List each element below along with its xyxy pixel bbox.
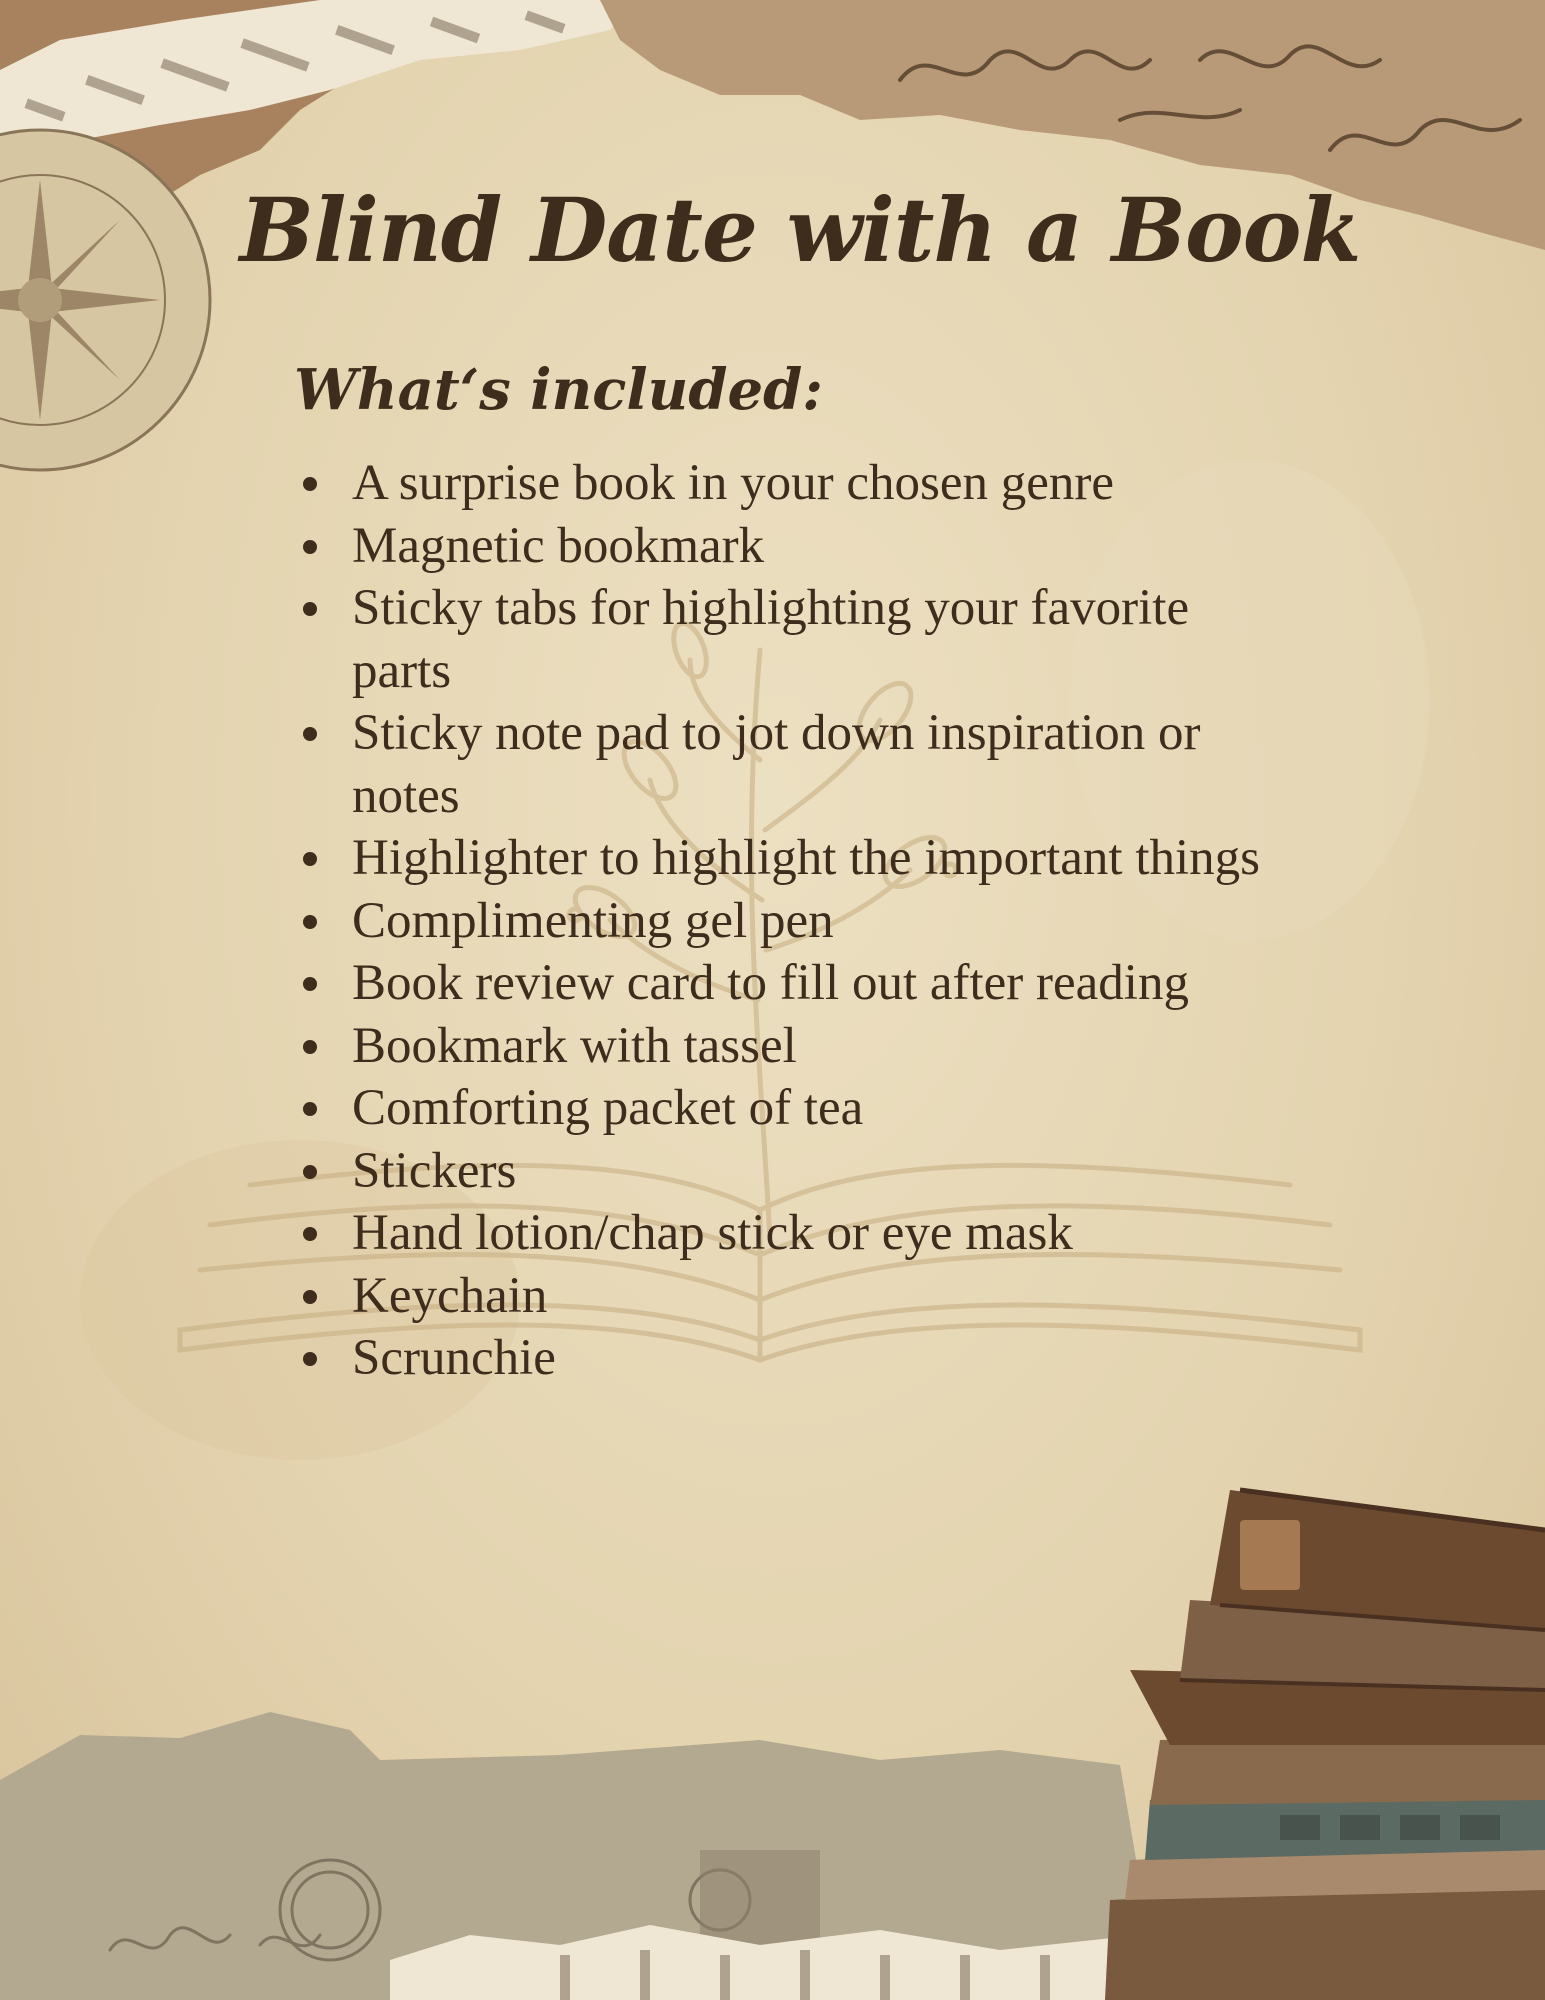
list-item-text: Highlighter to highlight the important things — [352, 830, 1261, 886]
list-item-text: Stickers — [352, 1142, 517, 1199]
list-item — [296, 577, 1296, 702]
list-item — [296, 827, 1296, 890]
list-item-text: Hand lotion/chap stick or eye mask — [352, 1205, 1073, 1261]
list-item — [296, 1077, 1296, 1140]
list-item — [296, 702, 1296, 827]
list-item-text: Bookmark with tassel — [352, 1017, 797, 1074]
bullet-icon — [303, 1290, 317, 1304]
bullet-icon — [303, 1040, 317, 1054]
bullet-icon — [303, 540, 317, 554]
list-item-text: Keychain — [352, 1267, 548, 1324]
list-item-text: Complimenting gel pen — [352, 892, 834, 949]
bullet-icon — [303, 602, 317, 616]
bullet-icon — [303, 1352, 317, 1366]
list-item — [296, 1265, 1296, 1328]
stacked-books-icon — [1105, 1490, 1545, 2000]
list-item — [296, 1327, 1296, 1390]
list-item — [296, 952, 1296, 1015]
list-item-text: Comforting packet of tea — [352, 1080, 864, 1136]
included-items-list — [296, 452, 1296, 1390]
page-title: Blind Date with a Book — [239, 178, 1361, 282]
bullet-icon — [303, 977, 317, 991]
list-item — [296, 515, 1296, 578]
bullet-icon — [303, 915, 317, 929]
bullet-icon — [303, 852, 317, 866]
list-item-text: Magnetic bookmark — [352, 517, 765, 574]
list-item-text: Book review card to fill out after reading — [352, 955, 1189, 1011]
bullet-icon — [303, 1102, 317, 1116]
list-item-text: Scrunchie — [352, 1330, 556, 1386]
bullet-icon — [303, 477, 317, 491]
list-item-text: Sticky note pad to jot down inspiration or notes — [352, 705, 1201, 824]
list-item — [296, 1140, 1296, 1203]
list-item-text: A surprise book in your chosen genre — [352, 455, 1115, 511]
list-item-text: Sticky tabs for highlighting your favorite parts — [352, 580, 1190, 699]
list-item — [296, 452, 1296, 515]
section-heading: What‘s included: — [294, 357, 823, 423]
list-item — [296, 890, 1296, 953]
list-item — [296, 1202, 1296, 1265]
list-item — [296, 1015, 1296, 1078]
bullet-icon — [303, 727, 317, 741]
bullet-icon — [303, 1165, 317, 1179]
bullet-icon — [303, 1227, 317, 1241]
